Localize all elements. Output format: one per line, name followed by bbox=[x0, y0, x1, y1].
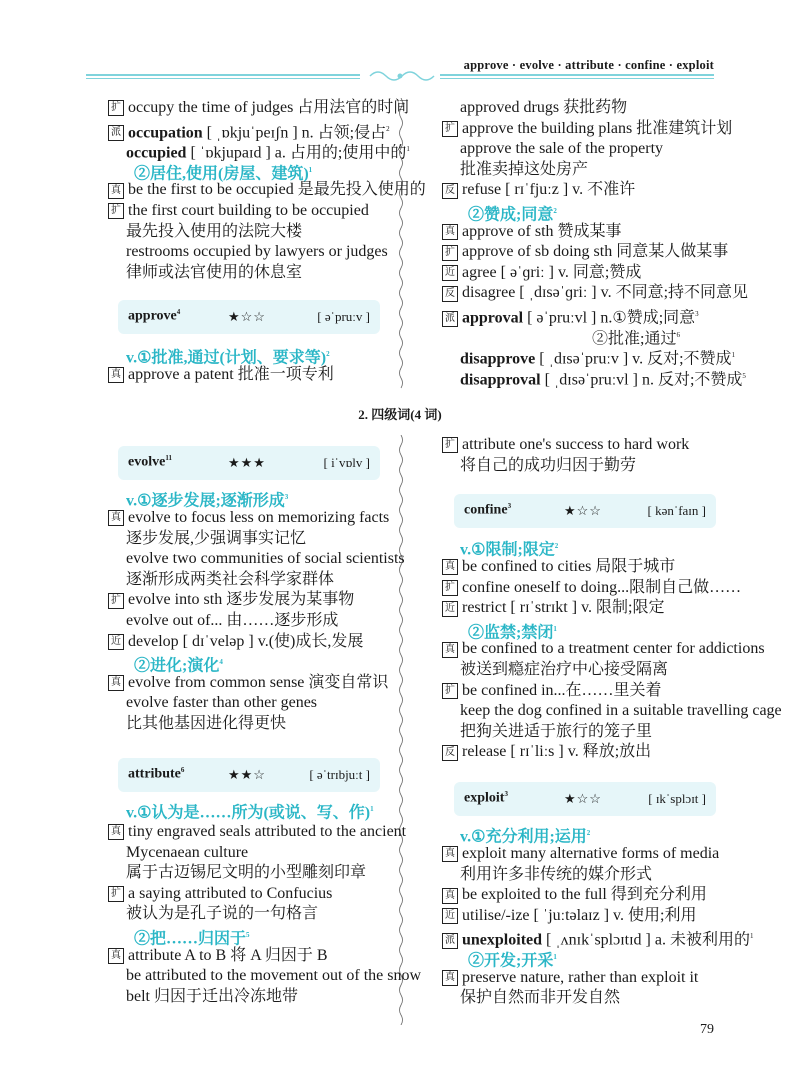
entry-line: 扩 confine oneself to doing...限制自己做…… bbox=[442, 579, 741, 597]
entry-line: 批准卖掉这处房产 bbox=[460, 160, 589, 178]
entry-line: 派 unexploited [ ˌʌnɪkˈsplɔɪtɪd ] a. 未被利用的$^1$ bbox=[442, 927, 754, 949]
headword-text: confine$^3$ bbox=[464, 502, 512, 518]
entry-line: 扩 a saying attributed to Confucius bbox=[108, 885, 332, 903]
label-tag: 真 bbox=[108, 510, 124, 526]
label-tag: 真 bbox=[108, 183, 124, 199]
label-tag: 真 bbox=[442, 970, 458, 986]
entry-line: 真 exploit many alternative forms of media bbox=[442, 845, 719, 863]
entry-line: 近 develop [ dɪˈveləp ] v.(使)成长,发展 bbox=[108, 633, 363, 651]
entry-line: Mycenaean culture bbox=[126, 843, 249, 861]
entry-line: 扩 evolve into sth 逐步发展为某事物 bbox=[108, 591, 354, 609]
entry-line: 最先投入使用的法院大楼 bbox=[126, 222, 303, 240]
entry-line: 派 occupation [ ˌɒkjuˈpeɪʃn ] n. 占领;侵占$^2$ bbox=[108, 120, 390, 142]
headword-phonetic: [ ɪkˈsplɔɪt ] bbox=[648, 791, 706, 806]
entry-line: 真 be confined to cities 局限于城市 bbox=[442, 558, 675, 576]
label-tag: 反 bbox=[442, 183, 458, 199]
label-tag: 近 bbox=[108, 634, 124, 650]
label-tag: 派 bbox=[108, 125, 124, 141]
entry-line: 真 approve of sth 赞成某事 bbox=[442, 223, 622, 241]
sense-line: ②进化;演化$^4$ bbox=[134, 657, 223, 675]
entry-line: 扩 be confined in...在……里关着 bbox=[442, 682, 662, 700]
label-tag: 真 bbox=[442, 559, 458, 575]
headword-phonetic: [ əˈpruːv ] bbox=[317, 309, 370, 324]
label-tag: 真 bbox=[442, 846, 458, 862]
column-divider-bottom bbox=[398, 435, 404, 1025]
entry-line: 反 disagree [ ˌdɪsəˈɡriː ] v. 不同意;持不同意见 bbox=[442, 284, 748, 302]
entry-line: 扩 occupy the time of judges 占用法官的时间 bbox=[108, 99, 409, 117]
section-title: 2. 四级词(4 词) bbox=[358, 407, 442, 422]
header-ornament-icon bbox=[360, 68, 440, 84]
example-line: 真 approve a patent 批准一项专利 bbox=[108, 366, 334, 384]
label-tag: 派 bbox=[442, 933, 458, 949]
label-tag: 真 bbox=[108, 824, 124, 840]
entry-line: belt 归因于迁出冷冻地带 bbox=[126, 987, 298, 1005]
entry-line: occupied [ ˈɒkjupaɪd ] a. 占用的;使用中的$^1$ bbox=[126, 144, 410, 162]
entry-line: 近 agree [ əˈɡriː ] v. 同意;赞成 bbox=[442, 264, 641, 282]
sense-line: v.①逐步发展;逐渐形成$^3$ bbox=[126, 492, 289, 510]
entry-line: 真 be exploited to the full 得到充分利用 bbox=[442, 886, 707, 904]
entry-line: 真 be the first to be occupied 是最先投入使用的 bbox=[108, 181, 426, 199]
entry-line: restrooms occupied by lawyers or judges bbox=[126, 243, 388, 261]
headword-text: approve$^4$ bbox=[128, 308, 181, 324]
sense-line: ②居住,使用(房屋、建筑)$^1$ bbox=[134, 165, 313, 183]
entry-line: 律师或法官使用的休息室 bbox=[126, 263, 303, 281]
frequency-stars: ★★☆ bbox=[228, 767, 266, 782]
headword-phonetic: [ iˈvɒlv ] bbox=[323, 455, 370, 470]
headword-text: evolve$^{11}$ bbox=[128, 454, 172, 470]
entry-line: 扩 approve of sb doing sth 同意某人做某事 bbox=[442, 243, 728, 261]
entry-line: 真 evolve from common sense 演变自常识 bbox=[108, 674, 388, 692]
entry-line: 扩 attribute one's success to hard work bbox=[442, 436, 689, 454]
label-tag: 扩 bbox=[442, 121, 458, 137]
label-tag: 派 bbox=[442, 311, 458, 327]
entry-line: approve the sale of the property bbox=[460, 140, 664, 158]
entry-line: 逐渐形成两类社会科学家群体 bbox=[126, 570, 335, 588]
entry-line: 被认为是孔子说的一句格言 bbox=[126, 905, 319, 923]
label-tag: 真 bbox=[108, 675, 124, 691]
entry-line: 近 utilise/-ize [ ˈjuːtəlaɪz ] v. 使用;利用 bbox=[442, 907, 696, 925]
label-tag: 扩 bbox=[108, 593, 124, 609]
headword-evolve bbox=[118, 446, 380, 480]
entry-line: 属于古迈锡尼文明的小型雕刻印章 bbox=[126, 864, 367, 882]
headword-confine bbox=[454, 494, 716, 528]
label-tag: 真 bbox=[108, 948, 124, 964]
headword-text: attribute$^6$ bbox=[128, 766, 185, 782]
entry-line: ②批准;通过$^6$ bbox=[592, 329, 680, 347]
entry-line: be attributed to the movement out of the snow bbox=[126, 967, 422, 985]
label-tag: 真 bbox=[442, 642, 458, 658]
label-tag: 扩 bbox=[108, 100, 124, 116]
label-tag: 真 bbox=[442, 224, 458, 240]
entry-line: 真 evolve to focus less on memorizing facts bbox=[108, 509, 389, 527]
entry-line: evolve two communities of social scientists bbox=[126, 550, 405, 568]
label-tag: 近 bbox=[442, 601, 458, 617]
entry-line: 真 tiny engraved seals attributed to the ancient bbox=[108, 823, 406, 841]
entry-line: 把狗关进适于旅行的笼子里 bbox=[460, 722, 653, 740]
sense-line: ②赞成;同意$^2$ bbox=[468, 206, 557, 224]
sense-line: ②把……归因于$^5$ bbox=[134, 930, 250, 948]
entry-line: 扩 approve the building plans 批准建筑计划 bbox=[442, 120, 732, 138]
headword-exploit bbox=[454, 782, 716, 816]
label-tag: 真 bbox=[442, 888, 458, 904]
entry-line: keep the dog confined in a suitable travelling cage bbox=[460, 702, 782, 720]
sense-line: v.①限制;限定$^2$ bbox=[460, 541, 559, 559]
entry-line: 反 refuse [ rɪˈfjuːz ] v. 不准许 bbox=[442, 181, 635, 199]
running-header: approve · evolve · attribute · confine · exploit bbox=[463, 58, 714, 72]
real-exam-tag: 真 bbox=[108, 367, 124, 383]
label-tag: 扩 bbox=[442, 683, 458, 699]
entry-line: 将自己的成功归因于勤劳 bbox=[460, 456, 637, 474]
entry-line: 真 attribute A to B 将 A 归因于 B bbox=[108, 947, 328, 965]
headword-text: exploit$^3$ bbox=[464, 790, 508, 806]
label-tag: 扩 bbox=[442, 245, 458, 261]
sense-line: v.①批准,通过(计划、要求等)$^2$ bbox=[126, 349, 330, 367]
entry-line: approved drugs 获批药物 bbox=[460, 99, 628, 116]
frequency-stars: ★☆☆ bbox=[228, 309, 266, 324]
entry-line: 被送到瘾症治疗中心接受隔离 bbox=[460, 661, 669, 678]
entry-line: 比其他基因进化得更快 bbox=[126, 715, 287, 732]
entry-line: 反 release [ rɪˈliːs ] v. 释放;放出 bbox=[442, 743, 651, 761]
frequency-stars: ★☆☆ bbox=[564, 791, 602, 806]
label-tag: 近 bbox=[442, 908, 458, 924]
label-tag: 扩 bbox=[442, 580, 458, 596]
entry-line: 扩 the first court building to be occupied bbox=[108, 202, 369, 220]
headword-phonetic: [ əˈtrɪbjuːt ] bbox=[309, 767, 370, 782]
page-number: 79 bbox=[700, 1022, 714, 1037]
sense-line: ②监禁;禁闭$^1$ bbox=[468, 624, 557, 642]
label-tag: 近 bbox=[442, 265, 458, 281]
label-tag: 扩 bbox=[442, 437, 458, 453]
headword-approve bbox=[118, 300, 380, 334]
label-tag: 反 bbox=[442, 286, 458, 302]
frequency-stars: ★☆☆ bbox=[564, 503, 602, 518]
entry-line: disapproval [ ˌdɪsəˈpruːvl ] n. 反对;不赞成$^5$ bbox=[460, 371, 746, 389]
frequency-stars: ★★★ bbox=[228, 455, 266, 470]
entry-line: 近 restrict [ rɪˈstrɪkt ] v. 限制;限定 bbox=[442, 599, 664, 617]
entry-line: 利用许多非传统的媒介形式 bbox=[460, 865, 653, 883]
label-tag: 反 bbox=[442, 745, 458, 761]
headword-attribute bbox=[118, 758, 380, 792]
entry-line: 真 preserve nature, rather than exploit it bbox=[442, 969, 698, 987]
entry-line: 派 approval [ əˈpruːvl ] n.①赞成;同意$^3$ bbox=[442, 305, 699, 327]
label-tag: 扩 bbox=[108, 203, 124, 219]
sense-line: v.①充分利用;运用$^2$ bbox=[460, 828, 591, 846]
label-tag: 扩 bbox=[108, 886, 124, 902]
entry-line: 逐步发展,少强调事实记忆 bbox=[126, 529, 307, 547]
entry-line: evolve faster than other genes bbox=[126, 694, 318, 712]
sense-line: ②开发;开采$^1$ bbox=[468, 952, 557, 970]
headword-phonetic: [ kənˈfaɪn ] bbox=[647, 503, 706, 518]
entry-line: 保护自然而非开发自然 bbox=[460, 989, 621, 1007]
entry-line: 真 be confined to a treatment center for addictions bbox=[442, 640, 765, 658]
entry-line: evolve out of... 由……逐步形成 bbox=[126, 612, 339, 629]
entry-line: disapprove [ ˌdɪsəˈpruːv ] v. 反对;不赞成$^1$ bbox=[460, 350, 736, 368]
sense-line: v.①认为是……所为(或说、写、作)$^1$ bbox=[126, 804, 374, 822]
